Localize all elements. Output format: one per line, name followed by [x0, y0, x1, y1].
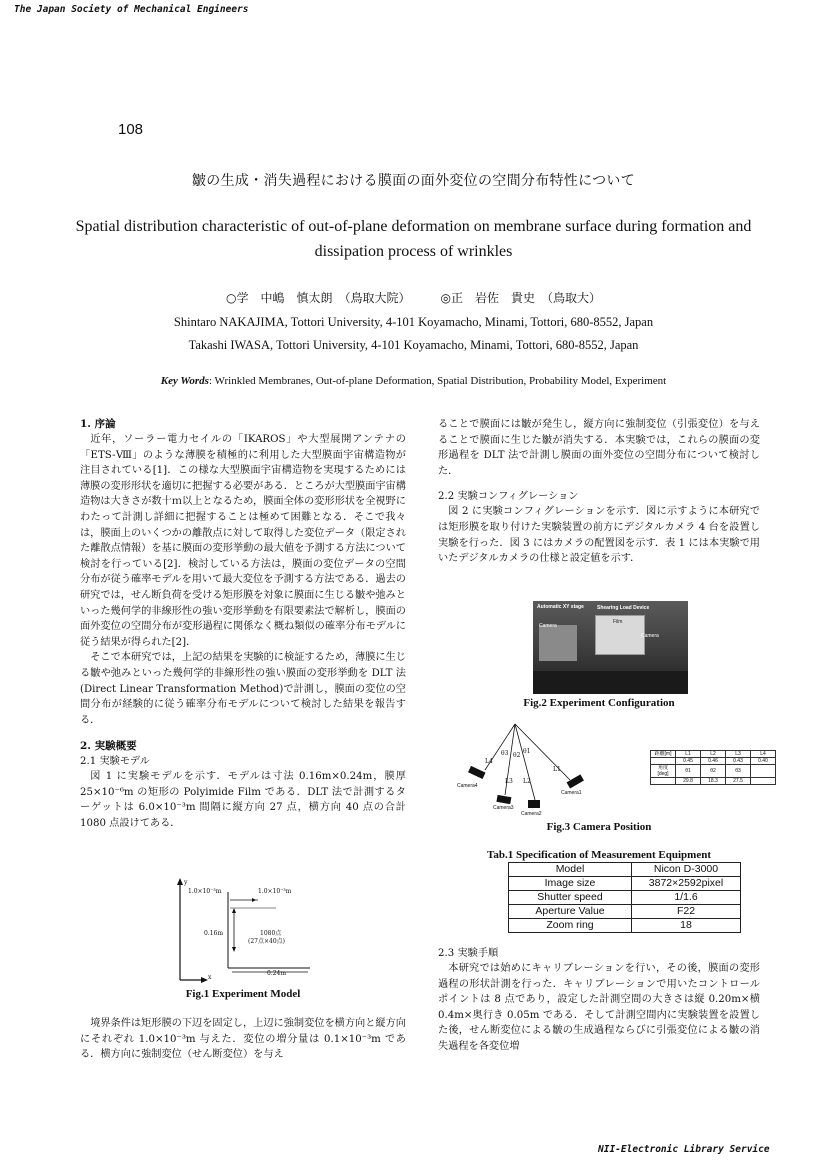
- author1-english: Shintaro NAKAJIMA, Tottori University, 4-101 Koyamacho, Minami, Tottori, 680-8552, Japan: [173, 315, 654, 329]
- fig3-camera1: Camera1: [561, 790, 582, 796]
- figure2-photo: [533, 601, 688, 694]
- section23-paragraph: 本研究では始めにキャリブレーションを行い，その後，膜面の変形過程の形状計測を行った．キャリブレーションで用いたコントロールポイントは 8 点であり，設定した計測空間の大きさは縦 0.20m×横 0.4m×奥行き 0.05m である．そして計測空間内に実験装置を設置した後，せん断変位による皺の生成過程ならびに引張変位による皺の消失過程を各変位増: [438, 963, 760, 1052]
- keywords-text: : Wrinkled Membranes, Out-of-plane Deformation, Spatial Distribution, Probability Model, Experiment: [208, 375, 667, 387]
- camera-table-cell: L1: [676, 751, 701, 758]
- spec-table-label-cell: Aperture Value: [509, 905, 632, 919]
- fig3-dist-L1: L1: [553, 766, 561, 773]
- figure2-caption: Fig.2 Experiment Configuration: [523, 697, 675, 709]
- figure3-table: [650, 750, 776, 785]
- title-english-line2: dissipation process of wrinkles: [314, 243, 513, 260]
- left-column-top: [80, 417, 406, 832]
- keywords: [0, 375, 827, 387]
- continued-paragraph: ることで膜面には皺が発生し，縦方向に強制変位（引張変位）を与えることで膜面に生じた皺が消失する．本実験では，これらの膜面の変形過程を DLT 法で計測し膜面の面外変位の空間分布について検討した．: [438, 419, 760, 477]
- fig1-label-width: 0.24m: [267, 970, 287, 977]
- fig3-dist-L4: L4: [485, 758, 493, 765]
- camera-table-cell: 27.5: [726, 778, 751, 785]
- section23-heading: 2.3 実験手順: [438, 948, 499, 959]
- spec-table-label-cell: Shutter speed: [509, 891, 632, 905]
- spec-table-value-cell: F22: [632, 905, 741, 919]
- spec-table-row: [509, 891, 741, 905]
- spec-table-row: [509, 919, 741, 933]
- camera-table-row: [651, 765, 776, 778]
- camera-table-cell: 0.45: [676, 758, 701, 765]
- fig3-angle-2: θ2: [513, 752, 521, 759]
- author2-english: Takashi IWASA, Tottori University, 4-101 Koyamacho, Minami, Tottori, 680-8552, Japan: [188, 338, 639, 352]
- spec-table-header-row: [509, 863, 741, 877]
- title-japanese: 皺の生成・消失過程における膜面の面外変位の空間分布特性について: [191, 173, 636, 189]
- camera-table-cell: [651, 758, 676, 765]
- fig1-center-label2: (27点×40点): [248, 938, 285, 945]
- camera-table-row: [651, 778, 776, 785]
- camera-position-table: [650, 750, 776, 785]
- fig2-label-film: Film: [613, 619, 623, 625]
- left-column-bottom: [80, 1016, 406, 1063]
- fig1-center-label1: 1080点: [260, 930, 282, 937]
- fig2-label-shearing-device: Shearing Load Device: [597, 605, 650, 611]
- fig1-label-height: 0.16m: [204, 930, 224, 937]
- camera-table-cell: 角度[deg]: [651, 765, 676, 778]
- camera-table-cell: L2: [701, 751, 726, 758]
- camera-table-cell: 距離[m]: [651, 751, 676, 758]
- figure1-caption: Fig.1 Experiment Model: [185, 988, 301, 1000]
- section1-paragraph1: 近年，ソーラー電力セイルの「IKAROS」や大型展開アンテナの「ETS-Ⅷ」のような薄膜を積極的に利用した大型膜面宇宙構造物が注目されている[1]．この様な大型膜面宇宙構造物を実現するためには薄膜の変形形状を適切に把握する必要がある．ところが大型膜面宇宙構造物は大きさが数十ｍ以上となるため，膜面全体の変形形状を全視野にわたって計測し詳細に把握することは極めて困難となる．そこで我々は，膜面上のいくつかの離散点に対して取得した変位データ（限定された離散点情報）を基に膜面の変形挙動の最大値を予測する方法について検討を行っている[2]．検討している方法は，膜面の変位データの空間分布が従う確率モデルを用いて最大変位を予測する方法である．過去の研究では，せん断負荷を受ける矩形膜を対象に膜面に生じる皺や弛みといった幾何学的非線形性の強い変形挙動を有限要素法で解析し，膜面の面外変位の空間分布が変形過程に関係なく概ね類似の確率分布モデルに従う結果が得られた[2]．: [80, 434, 406, 648]
- spec-table: [508, 862, 741, 933]
- fig3-camera2: Camera2: [521, 811, 542, 817]
- fig2-label-camera-right: Camera: [641, 633, 659, 639]
- camera-table-cell: L4: [751, 751, 776, 758]
- fig3-camera3: Camera3: [493, 805, 514, 811]
- figure3-diagram: [455, 720, 635, 820]
- camera-table-cell: θ3: [726, 765, 751, 778]
- camera-table-cell: 18.3: [701, 778, 726, 785]
- camera-table-cell: θ1: [676, 765, 701, 778]
- camera-table-row: [651, 758, 776, 765]
- camera-table-cell: θ2: [701, 765, 726, 778]
- spec-table-label-cell: Model: [509, 863, 632, 877]
- right-column-top: [438, 417, 760, 567]
- camera-table-cell: L3: [726, 751, 751, 758]
- section22-heading: 2.2 実験コンフィグレーション: [438, 491, 579, 503]
- figure3-caption: Fig.3 Camera Position: [546, 821, 652, 833]
- camera-table-cell: [751, 765, 776, 778]
- fig3-camera4: Camera4: [457, 783, 478, 789]
- figure1-diagram: [80, 878, 406, 990]
- section1-heading: 1. 序論: [80, 418, 116, 430]
- spec-table-value-cell: 1/1.6: [632, 891, 741, 905]
- section21-paragraph: 図 1 に実験モデルを示す．モデルは寸法 0.16m×0.24m，膜厚 25×10⁻⁶m の矩形の Polyimide Film である．DLT 法で計測するターゲットは 6.0×10⁻³m 間隔に縦方向 27 点，横方向 40 点の合計 1080 点設けてある．: [80, 771, 406, 830]
- spec-table-label-cell: Zoom ring: [509, 919, 632, 933]
- spec-table-row: [509, 877, 741, 891]
- figure1: [80, 878, 406, 990]
- section2-heading: 2. 実験概要: [80, 740, 137, 753]
- spec-table-value-cell: 3872×2592pixel: [632, 877, 741, 891]
- journal-header: The Japan Society of Mechanical Engineers: [14, 4, 249, 15]
- camera-table-cell: [751, 778, 776, 785]
- fig1-label-top-right: 1.0×10⁻³m: [258, 888, 292, 895]
- fig2-label-xy-stage: Automatic XY stage: [537, 604, 584, 610]
- keywords-label: Key Words: [160, 375, 209, 387]
- camera-table-cell: [651, 778, 676, 785]
- fig1-label-top-left: 1.0×10⁻³m: [188, 888, 222, 895]
- fig2-xy-stage: [539, 625, 577, 661]
- spec-table-row: [509, 905, 741, 919]
- camera-table-cell: 29.8: [676, 778, 701, 785]
- spec-table-value-cell: 18: [632, 919, 741, 933]
- spec-table-value-cell: Nicon D-3000: [632, 863, 741, 877]
- page-number: 108: [118, 121, 144, 138]
- library-footer: NII-Electronic Library Service: [598, 1144, 770, 1155]
- right-column-bottom: [438, 946, 760, 1055]
- section1-paragraph2: そこで本研究では，上記の結果を実験的に検証するため，薄膜に生じる皺や弛みといった幾何学的非線形性の強い膜面の変形挙動を DLT 法(Direct Linear Transformation Method)で計測し，膜面の変位の空間分布が経験的に従う確率分布モデルについて検討した結果を報告する．: [80, 652, 406, 726]
- fig1-axis-y: y: [184, 879, 188, 886]
- fig2-floor: [533, 671, 688, 694]
- fig3-angle-3: θ3: [501, 750, 509, 757]
- fig1-axis-x: x: [208, 974, 212, 981]
- section21-heading: 2.1 実験モデル: [80, 756, 150, 768]
- authors-japanese: ○学 中嶋 慎太朗 （鳥取大院） ◎正 岩佐 貴史 （鳥取大）: [226, 291, 601, 305]
- section22-paragraph: 図 2 に実験コンフィグレーションを示す．図に示すように本研究では矩形膜を取り付けた実験装置の前方にデジタルカメラ 4 台を設置し実験を行った．図 3 にはカメラの配置図を示す．表 1 には本実験で用いたデジタルカメラの仕様と設定値を示す．: [438, 506, 760, 565]
- table1: [508, 862, 741, 933]
- camera-table-cell: 0.46: [701, 758, 726, 765]
- spec-table-label-cell: Image size: [509, 877, 632, 891]
- camera-table-cell: 0.43: [726, 758, 751, 765]
- fig3-angle-1: θ1: [523, 748, 531, 755]
- fig3-dist-L2: L2: [523, 778, 531, 785]
- camera-table-cell: 0.40: [751, 758, 776, 765]
- fig3-dist-L3: L3: [505, 778, 513, 785]
- table1-caption: Tab.1 Specification of Measurement Equipment: [487, 849, 711, 861]
- camera-table-row: [651, 751, 776, 758]
- title-english-line1: Spatial distribution characteristic of out-of-plane deformation on membrane surface during formation and: [75, 218, 752, 235]
- fig2-label-camera-left: Camera: [539, 623, 557, 629]
- boundary-condition-paragraph: 境界条件は矩形膜の下辺を固定し，上辺に強制変位を横方向と縦方向にそれぞれ 1.0×10⁻³m 与えた．変位の増分量は 0.1×10⁻³m である．横方向に強制変位（せん断変位）を与え: [80, 1018, 406, 1061]
